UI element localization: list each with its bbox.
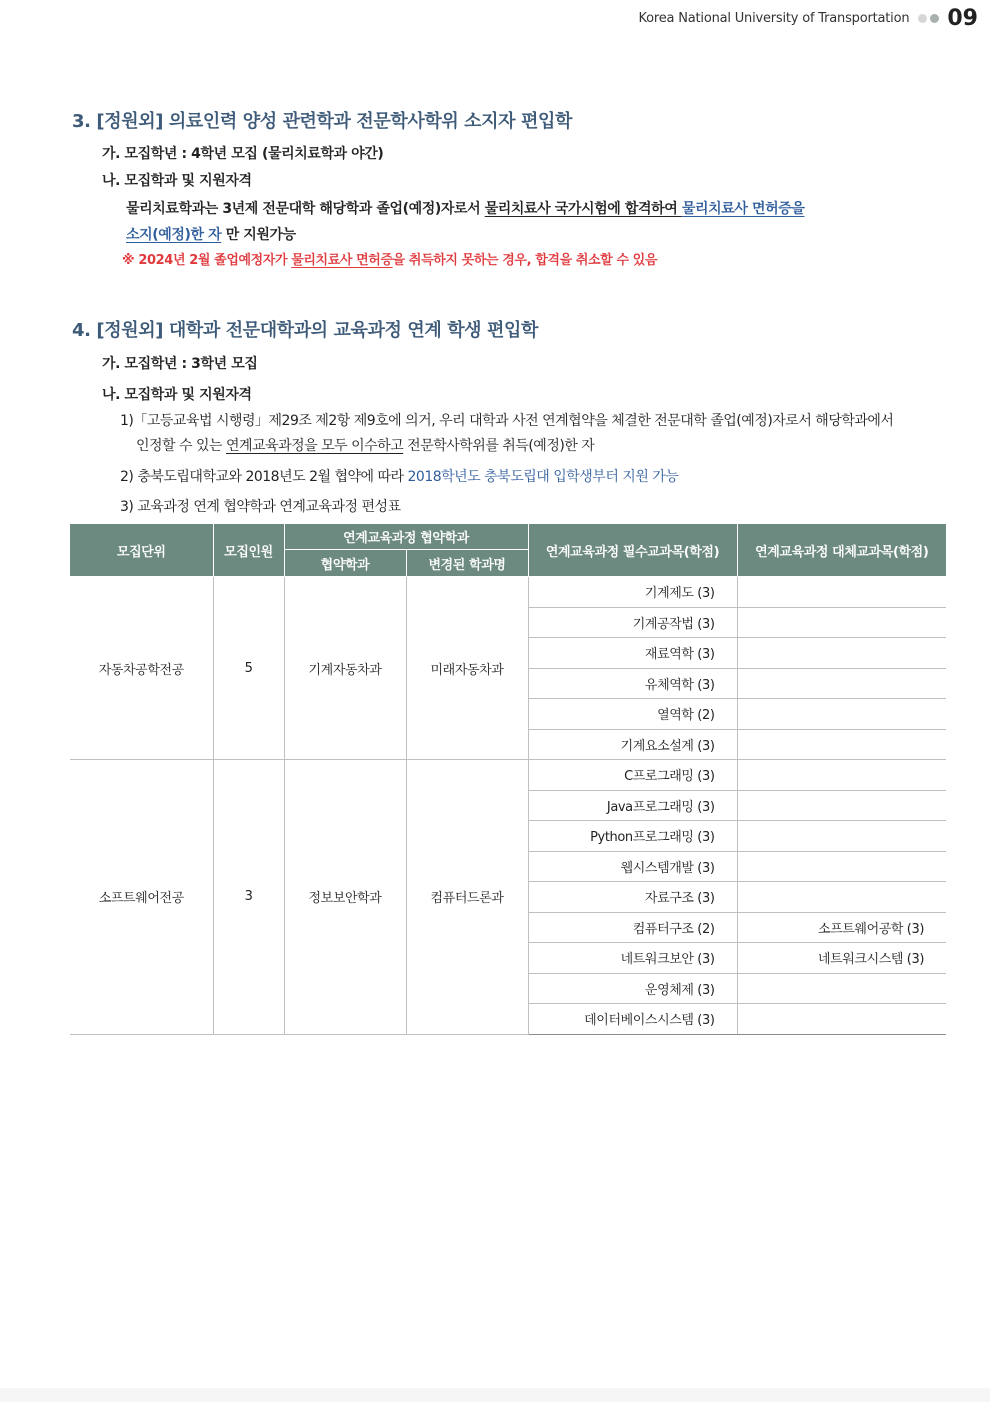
substitute-course — [737, 882, 946, 913]
substitute-course — [737, 668, 946, 699]
renamed-cell: 컴퓨터드론과 — [406, 760, 528, 1035]
note-underlined: 물리치료사 면허증 — [291, 253, 393, 268]
substitute-course — [737, 699, 946, 730]
substitute-course — [737, 760, 946, 791]
required-course: Java프로그래밍 (3) — [528, 790, 737, 821]
header-required: 연계교육과정 필수교과목(학점) — [528, 524, 737, 577]
required-course: 기계공작법 (3) — [528, 607, 737, 638]
required-course: 열역학 (2) — [528, 699, 737, 730]
required-course: 기계요소설계 (3) — [528, 729, 737, 760]
header-unit: 모집단위 — [70, 524, 213, 577]
note-suffix: 을 취득하지 못하는 경우, 합격을 취소할 수 있음 — [392, 253, 658, 268]
section4-item-b: 나. 모집학과 및 지원자격 — [102, 387, 252, 403]
substitute-course — [737, 729, 946, 760]
renamed-cell: 미래자동차과 — [406, 577, 528, 760]
required-course: 유체역학 (3) — [528, 668, 737, 699]
header-renamed: 변경된 학과명 — [406, 550, 528, 577]
table-row — [70, 577, 946, 608]
required-course: 기계제도 (3) — [528, 577, 737, 608]
required-course: 컴퓨터구조 (2) — [528, 912, 737, 943]
substitute-course — [737, 973, 946, 1004]
unit-cell: 소프트웨어전공 — [70, 760, 213, 1035]
header-count: 모집인원 — [213, 524, 284, 577]
count-cell: 5 — [213, 577, 284, 760]
substitute-course — [737, 577, 946, 608]
dot-light — [918, 14, 927, 23]
substitute-course — [737, 821, 946, 852]
para-blue-text: 물리치료사 면허증을 — [681, 201, 805, 217]
section4-item1-line2 — [136, 435, 594, 455]
page-footer-band — [0, 1388, 990, 1402]
section4-item3: 3) 교육과정 연계 협약학과 연계교육과정 편성표 — [120, 499, 401, 515]
section3-title: 3. [정원외] 의료인력 양성 관련학과 전문학사학위 소지자 편입학 — [72, 111, 572, 132]
required-course: 네트워크보안 (3) — [528, 943, 737, 974]
section3-note — [122, 249, 657, 268]
substitute-course — [737, 790, 946, 821]
partner-cell: 정보보안학과 — [284, 760, 406, 1035]
table-row — [70, 760, 946, 791]
substitute-course — [737, 607, 946, 638]
count-cell: 3 — [213, 760, 284, 1035]
item1-text: 인정할 수 있는 — [136, 438, 226, 454]
para-text-2: 만 지원가능 — [221, 227, 296, 243]
header-partner: 협약학과 — [284, 550, 406, 577]
required-course: C프로그래밍 (3) — [528, 760, 737, 791]
dot-dark — [930, 14, 939, 23]
substitute-course — [737, 1004, 946, 1035]
required-course: 웹시스템개발 (3) — [528, 851, 737, 882]
section4-item2 — [120, 466, 678, 486]
header-substitute: 연계교육과정 대체교과목(학점) — [737, 524, 946, 577]
item1-underlined: 연계교육과정을 모두 이수하고 — [226, 438, 404, 454]
substitute-course: 네트워크시스템 (3) — [737, 943, 946, 974]
para-blue-text-2: 소지(예정)한 자 — [126, 227, 222, 243]
section3-item-b: 나. 모집학과 및 지원자격 — [102, 173, 252, 189]
para-underlined-text: 물리치료사 국가시험에 합격하여 — [484, 201, 682, 217]
required-course: Python프로그래밍 (3) — [528, 821, 737, 852]
section3-item-a: 가. 모집학년 : 4학년 모집 (물리치료학과 야간) — [102, 146, 384, 162]
required-course: 자료구조 (3) — [528, 882, 737, 913]
header-dots — [915, 14, 939, 23]
page-number: 09 — [947, 5, 978, 31]
section4-title: 4. [정원외] 대학과 전문대학과의 교육과정 연계 학생 편입학 — [72, 320, 539, 341]
section3-para-line1 — [126, 198, 804, 218]
partner-cell: 기계자동차과 — [284, 577, 406, 760]
required-course: 운영체제 (3) — [528, 973, 737, 1004]
section4-item1-line1: 1)「고등교육법 시행령」제29조 제2항 제9호에 의거, 우리 대학과 사전 연계협약을 체결한 전문대학 졸업(예정)자로서 해당학과에서 — [120, 413, 894, 429]
section3-para-line2 — [126, 224, 296, 244]
substitute-course — [737, 638, 946, 669]
para-text: 물리치료학과는 3년제 전문대학 해당학과 졸업(예정)자로서 — [126, 201, 485, 217]
substitute-course — [737, 851, 946, 882]
required-course: 데이터베이스시스템 (3) — [528, 1004, 737, 1035]
university-name: Korea National University of Transportation — [638, 10, 910, 26]
page-header — [638, 6, 978, 30]
item1-end: 전문학사학위를 취득(예정)한 자 — [403, 438, 595, 454]
note-prefix: ※ 2024년 2월 졸업예정자가 — [122, 253, 292, 268]
unit-cell: 자동차공학전공 — [70, 577, 213, 760]
substitute-course: 소프트웨어공학 (3) — [737, 912, 946, 943]
required-course: 재료역학 (3) — [528, 638, 737, 669]
curriculum-table — [70, 523, 946, 1035]
item2-text: 2) 충북도립대학교와 2018년도 2월 협약에 따라 — [120, 469, 408, 485]
section4-item-a: 가. 모집학년 : 3학년 모집 — [102, 356, 258, 372]
item2-blue-text: 2018학년도 충북도립대 입학생부터 지원 가능 — [407, 469, 679, 485]
header-group: 연계교육과정 협약학과 — [284, 524, 528, 550]
